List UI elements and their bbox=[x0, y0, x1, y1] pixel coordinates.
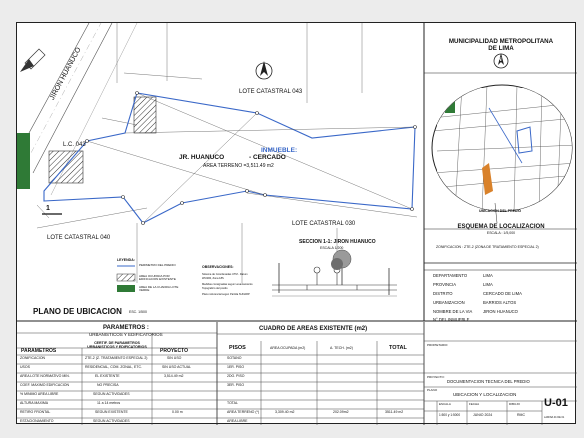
areas-title: CUADRO DE AREAS EXISTENTE (m2) bbox=[259, 326, 368, 332]
municipality-line1: MUNICIPALIDAD METROPOLITANA bbox=[448, 38, 554, 45]
scale-label: ESCALA bbox=[439, 402, 451, 406]
property-area: AREA TERRENO =3,511.49 m2 bbox=[203, 163, 274, 169]
observations-title: OBSERVACIONES: bbox=[202, 265, 234, 269]
lot-south-label: LOTE CATASTRAL 040 bbox=[47, 235, 111, 241]
area-piso: AREA TERRENO (*) bbox=[227, 410, 260, 414]
section-drawing bbox=[272, 250, 397, 296]
date-label: FECHA bbox=[469, 402, 480, 406]
param-cert: NO PRECISA bbox=[97, 383, 119, 387]
area-piso: 1ER. PISO bbox=[227, 365, 245, 369]
info-label-departamento: DEPARTAMENTO bbox=[433, 273, 468, 278]
areas-col-ocupada: AREA OCUPADA (m2) bbox=[270, 346, 306, 350]
zoning-label: ZONIFICACION : ZTE-2 (ZONA DE TRATAMIENTO ESPECIAL 2) bbox=[436, 245, 539, 249]
section-title: SECCION 1-1: JIRON HUANUCO bbox=[299, 239, 376, 245]
param-project: 0.00 m bbox=[172, 410, 183, 414]
north-symbol-plan bbox=[256, 61, 272, 79]
plan-label: PLANO bbox=[427, 388, 438, 392]
area-piso: AREA LIBRE bbox=[227, 419, 248, 423]
drawing-sheet bbox=[16, 22, 576, 424]
param-name: RETIRO FRONTAL bbox=[20, 410, 51, 414]
params-title: PARAMETROS : bbox=[103, 325, 149, 331]
observation-line: WGS84, Zona 18S bbox=[202, 277, 224, 280]
lot-north-label: LOTE CATASTRAL 043 bbox=[239, 89, 303, 95]
area-piso: TOTAL bbox=[227, 401, 238, 405]
property-perimeter bbox=[44, 93, 415, 223]
param-name: ALTURA MAXIMA bbox=[20, 401, 49, 405]
info-value-distrito: CERCADO DE LIMA bbox=[483, 291, 522, 296]
param-cert: 11 a 14 metros bbox=[97, 401, 121, 405]
area-piso: 3ER. PISO bbox=[227, 383, 245, 387]
param-cert: ZTE-2 (Z. TRATAMIENTO ESPECIAL 2) bbox=[85, 356, 148, 360]
param-project: SIN USO ACTUAL bbox=[162, 365, 191, 369]
legend-item-1: PERIMETRO DEL PREDIO bbox=[139, 263, 176, 267]
north-label: N bbox=[498, 57, 502, 63]
legend-swatch-hatch bbox=[117, 274, 135, 281]
legend-item-3: AREA DE LA CUADRA LOTE VERDE bbox=[139, 285, 179, 292]
north-arrow-hint bbox=[20, 49, 45, 72]
area-piso: 2DO. PISO bbox=[227, 374, 245, 378]
params-subtitle: URBANISTICOS Y EDIFICATORIOS bbox=[89, 332, 163, 337]
lot-west-label: L.C. 043 bbox=[63, 142, 86, 148]
param-name: AREA LOTE NORMATIVO MIN. bbox=[20, 374, 70, 378]
info-label-distrito: DISTRITO bbox=[433, 291, 453, 296]
sheet-id: U-01 bbox=[544, 397, 568, 409]
area-piso: SOTANO bbox=[227, 356, 242, 360]
plan-scale: ESC. 1/500 bbox=[129, 310, 147, 314]
green-area-left bbox=[17, 133, 30, 189]
areas-col-techada: A. TECH. (m2) bbox=[330, 346, 353, 350]
info-value-via: JIRON HUANUCO bbox=[483, 309, 518, 314]
area-total: 3511.49 m2 bbox=[385, 410, 404, 414]
scale-value: 1:500 y 1:5000 bbox=[439, 413, 461, 417]
section-scale: ESCALA 1/200 bbox=[320, 246, 344, 250]
map-caption: UBICACION DEL PREDIO bbox=[479, 209, 522, 213]
date-value: JUNIO 2024 bbox=[473, 413, 493, 417]
param-name: ESTACIONAMIENTO bbox=[20, 419, 54, 423]
info-label-via: NOMBRE DE LA VIA bbox=[433, 309, 473, 314]
project-value: DOCUMENTACION TECNICA DEL PREDIO bbox=[447, 379, 530, 384]
param-name: COEF. MAXIMO EDIFICACION bbox=[20, 383, 70, 387]
hatched-building-2 bbox=[49, 151, 83, 183]
observation-line: Plano referencial segun Partida SUNARP bbox=[202, 293, 250, 296]
location-title: ESQUEMA DE LOCALIZACION bbox=[457, 224, 545, 230]
sheet-sub: LAMINA 01 DE 01 bbox=[544, 416, 565, 419]
param-cert: SEGUN ACTIVIDADES bbox=[93, 392, 130, 396]
drawn-value: RMC bbox=[517, 413, 525, 417]
info-label-inmueble: N° DEL INMUEBLE bbox=[433, 317, 470, 322]
info-value-provincia: LIMA bbox=[483, 282, 493, 287]
area-ocupada: 3,309.40 m2 bbox=[275, 410, 295, 414]
street-label: JIRON HUANUCO bbox=[49, 46, 83, 102]
drawn-label: DIBUJO bbox=[509, 402, 521, 406]
areas-col-total: TOTAL bbox=[389, 345, 407, 351]
param-name: USOS bbox=[20, 365, 30, 369]
cut-mark: 1 bbox=[46, 205, 50, 212]
param-project: 3,514.49 m2 bbox=[164, 374, 184, 378]
params-col-cert: CERTIF. DE PARAMETROS URBANISTICOS Y EDIFICATORIOS bbox=[87, 341, 147, 349]
property-district: - CERCADO bbox=[249, 154, 286, 161]
plan-title: PLANO DE UBICACION bbox=[33, 307, 122, 316]
info-value-urbanizacion: BARRIOS ALTOS bbox=[483, 300, 517, 305]
property-title: INMUEBLE: bbox=[261, 147, 298, 154]
location-scale: ESCALA : 1/5,000 bbox=[486, 231, 516, 235]
property-address: JR. HUANUCO bbox=[179, 154, 225, 161]
param-project: SIN USO bbox=[167, 356, 182, 360]
param-name: ZONIFICACION bbox=[20, 356, 46, 360]
lot-southeast-label: LOTE CATASTRAL 030 bbox=[292, 221, 356, 227]
owner-label: PROPIETARIO: bbox=[427, 343, 449, 347]
areas-col-pisos: PISOS bbox=[229, 345, 246, 351]
legend-item-2: AREA OCUPADA POR EDIFICACION EXISTENTE bbox=[139, 274, 176, 281]
area-techada: 202.09m2 bbox=[333, 410, 349, 414]
param-cert: SEGUN ACTIVIDADES bbox=[93, 419, 130, 423]
param-cert: RESIDENCIAL, COM. ZONAL, ETC. bbox=[85, 365, 142, 369]
observation-line: Topografico del predio bbox=[202, 287, 228, 290]
plan-value: UBICACION Y LOCALIZACION bbox=[453, 392, 517, 397]
hatched-building-1 bbox=[134, 97, 156, 133]
observation-line: Medidas consignadas segun Levantamiento bbox=[202, 283, 253, 286]
observation-line: Sistema de Coordenadas UTM - Datum bbox=[202, 273, 248, 276]
params-col-param: PARAMETROS bbox=[21, 348, 57, 354]
municipality-line2: DE LIMA bbox=[488, 45, 514, 52]
param-name: % MINIMO AREA LIBRE bbox=[20, 392, 59, 396]
info-label-provincia: PROVINCIA bbox=[433, 282, 457, 287]
param-cert: SEGUN EXISTENTE bbox=[95, 410, 128, 414]
legend-title: LEYENDA: bbox=[117, 258, 135, 262]
legend-swatch-green bbox=[117, 285, 135, 292]
info-label-urbanizacion: URBANIZACION bbox=[433, 300, 465, 305]
param-cert: EL EXISTENTE bbox=[95, 374, 120, 378]
info-value-departamento: LIMA bbox=[483, 273, 493, 278]
location-map bbox=[424, 53, 577, 229]
params-col-project: PROYECTO bbox=[160, 348, 188, 354]
project-label: PROYECTO: bbox=[427, 375, 445, 379]
